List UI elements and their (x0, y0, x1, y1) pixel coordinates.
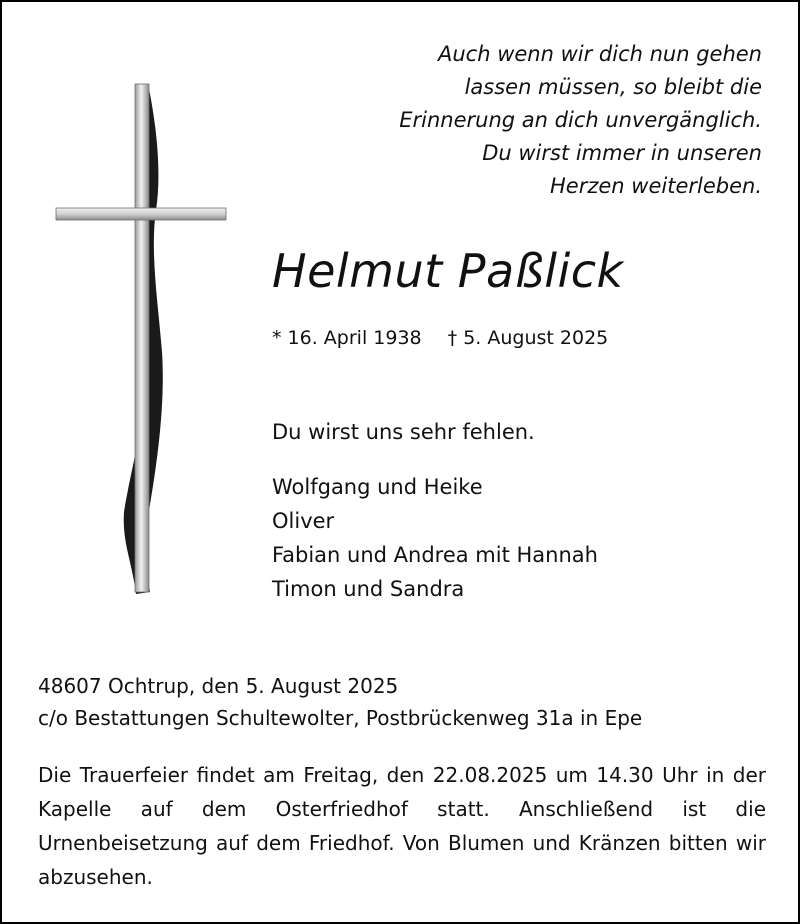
mourner-item: Fabian und Andrea mit Hannah (272, 543, 598, 567)
cross-icon (52, 82, 232, 602)
place-date: 48607 Ochtrup, den 5. August 2025 (38, 674, 399, 698)
farewell-line: Du wirst uns sehr fehlen. (272, 420, 535, 444)
ceremony-details: Die Trauerfeier findet am Freitag, den 22.08.2025 um 14.30 Uhr in der Kapelle auf dem Osterfriedhof statt. Anschließend ist die Urnenbeisetzung auf dem Friedhof. Von Blumen und Kränzen bitten wir abzusehen. (38, 763, 766, 889)
quote-line: Du wirst immer in unseren (482, 141, 762, 165)
memorial-quote (342, 38, 762, 203)
deceased-name: Helmut Paßlick (272, 244, 624, 298)
mourner-item: Oliver (272, 509, 335, 533)
place-and-address (38, 670, 642, 734)
quote-line: Erinnerung an dich unvergänglich. (399, 108, 762, 132)
life-dates (272, 327, 608, 349)
death-date: † 5. August 2025 (447, 327, 609, 349)
birth-date: * 16. April 1938 (272, 327, 422, 349)
quote-line: Herzen weiterleben. (550, 174, 762, 198)
mourner-item: Wolfgang und Heike (272, 475, 483, 499)
contact-address: c/o Bestattungen Schultewolter, Postbrückenweg 31a in Epe (38, 706, 643, 730)
quote-line: lassen müssen, so bleibt die (464, 75, 762, 99)
mourners-list (272, 470, 598, 606)
mourner-item: Timon und Sandra (272, 577, 465, 601)
quote-line: Auch wenn wir dich nun gehen (437, 42, 762, 66)
